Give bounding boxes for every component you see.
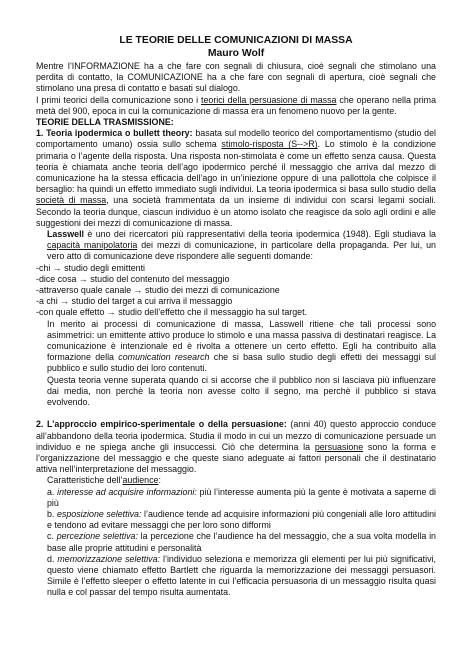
audience-underlined: audience bbox=[122, 475, 159, 486]
document-title: LE TEORIE DELLE COMUNICAZIONI DI MASSA bbox=[119, 35, 353, 46]
spacer bbox=[36, 408, 436, 419]
section1-p2-underlined: capacità manipolatoria bbox=[47, 240, 138, 251]
section1-p1-a: basata sul modello teorico del comportamentismo (studio del comportamento umano) ossia sullo schema bbox=[36, 128, 437, 150]
intro-p2-text-b: che operano nella prima metà del 900, epoca in cui la comunicazione di massa era un fenomeno nuovo per la gente. bbox=[36, 94, 437, 116]
item-italic: memorizzazione selettiva: bbox=[57, 553, 161, 564]
list-item: -chi → studio degli emittenti bbox=[36, 262, 146, 273]
section1-p1-underlined-2: società di massa bbox=[36, 195, 107, 206]
list-item: -dice cosa → studio del contenuto del messaggio bbox=[36, 273, 230, 284]
item-prefix: c. bbox=[47, 531, 57, 542]
section1-paragraph-2 bbox=[36, 229, 436, 263]
section1-paragraph-4: Questa teoria venne superata quando ci si accorse che il pubblico non si lasciava più influenzare dai media, non perchè la teoria non avesse colto il segno, ma perchè il pubblico si stava evolvendo. bbox=[47, 374, 436, 408]
list-item: -con quale effetto → studio dell’effetto che il messaggio ha sul target. bbox=[36, 307, 308, 318]
audience-text-a: Caratteristiche dell’ bbox=[47, 475, 123, 486]
section1-p1-b: . Lo stimolo è la condizione primaria o l’agente della risposta. Una risposta non-stimolata è come un effetto senza causa. Questa teoria è chiamata anche teoria dell’ago ipodermico perché il messaggio che arriva dal mezzo di comunicazione ha la stessa efficacia dell’ago in un’iniezione oppure di una pallottola che colpisce il bersaglio: ha quindi un effetto immediato sugli individui. La teoria ipodermica si basa sullo studio della bbox=[36, 139, 436, 195]
section1-p1-underlined: stimolo-risposta (S-->R) bbox=[221, 139, 318, 150]
lasswell-questions-list bbox=[36, 263, 436, 319]
audience-item-a bbox=[36, 487, 436, 509]
item-text: più l’interesse aumenta più la gente è motivata a saperne di più bbox=[47, 486, 436, 508]
section1-p1-c: , una società frammentata da un insieme di individui con scarsi legami sociali. Secondo la teoria dunque, ciascun individuo è un atomo isolato che reagisce da solo agli ordini e alle suggestioni dei mezzi di comunicazione di massa. bbox=[36, 195, 436, 228]
section2-paragraph-1 bbox=[36, 419, 436, 475]
intro-p2-underlined: teorici della persuasione di massa bbox=[200, 94, 337, 105]
section2-p1-b: sono la forma e l’organizzazione del messaggio e che queste siano adeguate ai fattori personali che il destinatario attiva nell’interpretazione del messaggio. bbox=[36, 441, 436, 475]
audience-item-c bbox=[36, 531, 436, 553]
audience-heading bbox=[36, 475, 436, 486]
document-author: Mauro Wolf bbox=[207, 48, 265, 59]
section1-p2-b: dei mezzi di comunicazione, in particolare della propaganda. Per lui, un vero atto di comunicazione deve rispondere alle seguenti domande: bbox=[47, 240, 436, 262]
section1-paragraph-3 bbox=[36, 319, 436, 375]
item-text: l’individuo seleziona e memorizza gli elementi per lui più significativi, questo viene chiamato effetto Bartlett che riguarda la memorizzazione dei messaggi persuasori. Simile è l’effetto sleeper o effetto latente in cui l’efficacia persuasoria di un messaggio risulta quasi nulla e col passar del tempo risulta aumentata. bbox=[47, 553, 436, 598]
item-text: l’audience tende ad acquisire informazioni più congeniali alle loro attitudini e tendono ad evitare messaggi che per loro sono difformi bbox=[47, 508, 436, 531]
item-italic: percezione selettiva: bbox=[56, 531, 138, 542]
section2-number: 2. bbox=[36, 419, 44, 430]
section1-heading: Teoria ipodermica o bullett theory: bbox=[46, 128, 193, 139]
section1-p2-bold: Lasswell bbox=[47, 229, 84, 240]
intro-paragraph-1: Mentre l’INFORMAZIONE ha a che fare con segnali di chiusura, cioè segnali che stimolano una perdita di contatto, la COMUNICAZIONE ha a che fare con segnali di apertura, cioè segnali che stimolano una presa di contatto e basati sul dialogo. bbox=[36, 61, 436, 94]
document-page bbox=[36, 34, 436, 599]
section1-number: 1. bbox=[36, 128, 44, 139]
audience-text-b: : bbox=[158, 475, 161, 486]
list-item: -a chi → studio del target a cui arriva il messaggio bbox=[36, 296, 233, 307]
section2-p1-underlined: persuasione bbox=[314, 441, 364, 452]
item-prefix: b. bbox=[47, 508, 57, 519]
intro-paragraph-2 bbox=[36, 95, 436, 117]
section1-p3-a: In merito ai processi di comunicazione di massa, Lasswell ritiene che tali processi sono asimmetrici: un emittente attivo produce lo stimolo e una massa passiva di destinatari reagisce. La comunicazione è intenzionale ed è rivolta a ottenere un certo effetto. Egli ha contribuito alla formazione della bbox=[47, 318, 436, 363]
item-italic: interesse ad acquisire informazioni: bbox=[57, 486, 197, 497]
section1-p3-italic: comunication research bbox=[118, 352, 210, 363]
intro-p2-text-a: I primi teorici della comunicazione sono i bbox=[36, 94, 201, 105]
item-text: la percezione che l’audience ha del messaggio, che a sua volta modella in base alle proprie attitudini e personalità bbox=[47, 531, 436, 553]
section1-p2-a: è uno dei ricercatori più rappresentativi della teoria ipodermica (1948). Egli studiava la bbox=[84, 229, 436, 240]
section2-p1-a: (anni 40) questo approccio conduce all’abbandono della teoria ipodermica. Studia il modo in cui un mezzo di comunicazione persuade un individuo e ne spiega anche gli insuccessi. Ciò che determina la bbox=[36, 419, 437, 452]
audience-item-d bbox=[36, 554, 436, 599]
audience-item-b bbox=[36, 509, 436, 531]
item-prefix: a. bbox=[47, 486, 58, 497]
item-italic: esposizione selettiva: bbox=[56, 508, 142, 519]
section1-p3-b: che si basa sullo studio degli effetti dei messaggi sul pubblico e sullo studio dei loro contenuti. bbox=[47, 352, 436, 374]
section1-paragraph-1 bbox=[36, 128, 436, 229]
list-item: -attraverso quale canale → studio dei mezzi di comunicazione bbox=[36, 285, 280, 296]
section2-heading: L’approccio empirico-sperimentale o della persuasione: bbox=[47, 419, 287, 430]
item-prefix: d. bbox=[47, 553, 58, 564]
section-heading-trasmissione: TEORIE DELLA TRASMISSIONE: bbox=[36, 117, 174, 128]
